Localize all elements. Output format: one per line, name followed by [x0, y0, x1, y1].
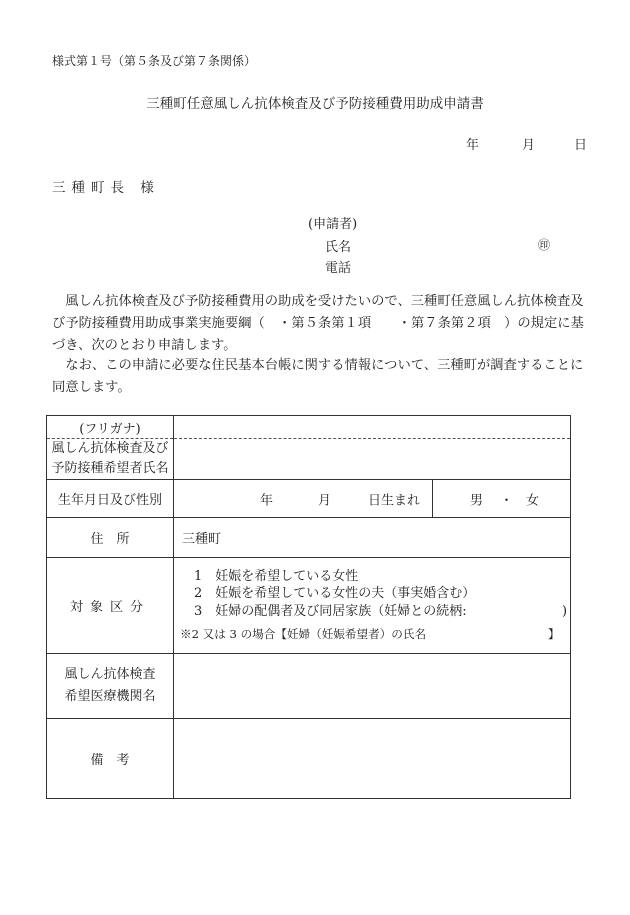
category-note-close: 】 [548, 627, 560, 641]
category-note-text: ※2 又は 3 の場合【妊婦（妊娠希望者）の氏名 [180, 627, 427, 641]
application-paragraph [52, 291, 592, 357]
sex-female-option[interactable]: 女 [526, 493, 540, 508]
paragraph-line: づき、次のとおり申請します。 [52, 338, 237, 353]
furigana-label: (フリガナ) [47, 416, 174, 439]
paragraph-line: び予防接種費用助成事業実施要綱（ ・第５条第１項 ・第７条第２項 ）の規定に基 [52, 316, 584, 331]
applicant-name-label: 氏名 [325, 240, 352, 255]
birth-year-label: 年 [260, 493, 274, 508]
sex-male-option[interactable]: 男 [470, 493, 484, 508]
applicant-name-label-line: 予防接種希望者氏名 [51, 461, 169, 476]
application-table [46, 415, 571, 799]
document-title: 三種町任意風しん抗体検査及び予防接種費用助成申請書 [146, 96, 484, 112]
date-month-label: 月 [522, 138, 536, 153]
hospital-field[interactable] [174, 654, 571, 719]
addressee: 三種町長 様 [52, 180, 160, 196]
applicant-name-label-line: 風しん抗体検査及び [51, 441, 169, 456]
category-item-3-text: 3 妊婦の配偶者及び同居家族（妊婦との続柄: [194, 603, 467, 619]
category-item-3-close: ) [562, 603, 568, 619]
birth-sex-divider [432, 480, 433, 517]
address-label: 住 所 [47, 518, 174, 558]
paragraph-line: なお、この申請に必要な住民基本台帳に関する情報について、三種町が調査することに [52, 358, 584, 373]
remarks-label: 備 考 [47, 719, 174, 799]
birth-sex-label: 生年月日及び性別 [47, 480, 174, 518]
paragraph-line: 同意します。 [52, 380, 131, 395]
applicant-heading: (申請者) [308, 217, 358, 232]
hospital-label-cell [47, 654, 174, 719]
applicant-name-field[interactable] [174, 439, 571, 480]
date-day-label: 日 [574, 138, 588, 153]
hospital-label-line: 希望医療機関名 [64, 689, 156, 704]
hospital-label-line: 風しん抗体検査 [64, 667, 156, 682]
furigana-field[interactable] [174, 416, 571, 439]
form-number: 様式第１号（第５条及び第７条関係） [52, 54, 257, 68]
date-year-label: 年 [466, 138, 480, 153]
consent-paragraph [52, 355, 592, 399]
category-field[interactable] [174, 558, 571, 654]
birth-day-label: 日生まれ [368, 493, 421, 508]
category-label: 対象区分 [47, 558, 174, 654]
remarks-field[interactable] [174, 719, 571, 799]
category-item-1[interactable]: 1 妊娠を希望している女性 [194, 568, 359, 584]
seal-mark: ㊞ [538, 238, 551, 252]
sex-separator: ・ [500, 493, 514, 508]
category-note [180, 626, 570, 644]
category-item-3[interactable] [194, 603, 570, 621]
category-item-2[interactable]: 2 妊娠を希望している女性の夫（事実婚含む） [194, 586, 476, 601]
address-field[interactable]: 三種町 [174, 518, 571, 558]
birth-sex-field[interactable] [174, 480, 571, 518]
applicant-phone-label: 電話 [325, 261, 352, 276]
paragraph-line: 風しん抗体検査及び予防接種費用の助成を受けたいので、三種町任意風しん抗体検査及 [52, 294, 584, 309]
applicant-name-label-cell [47, 439, 174, 480]
birth-month-label: 月 [318, 493, 332, 508]
